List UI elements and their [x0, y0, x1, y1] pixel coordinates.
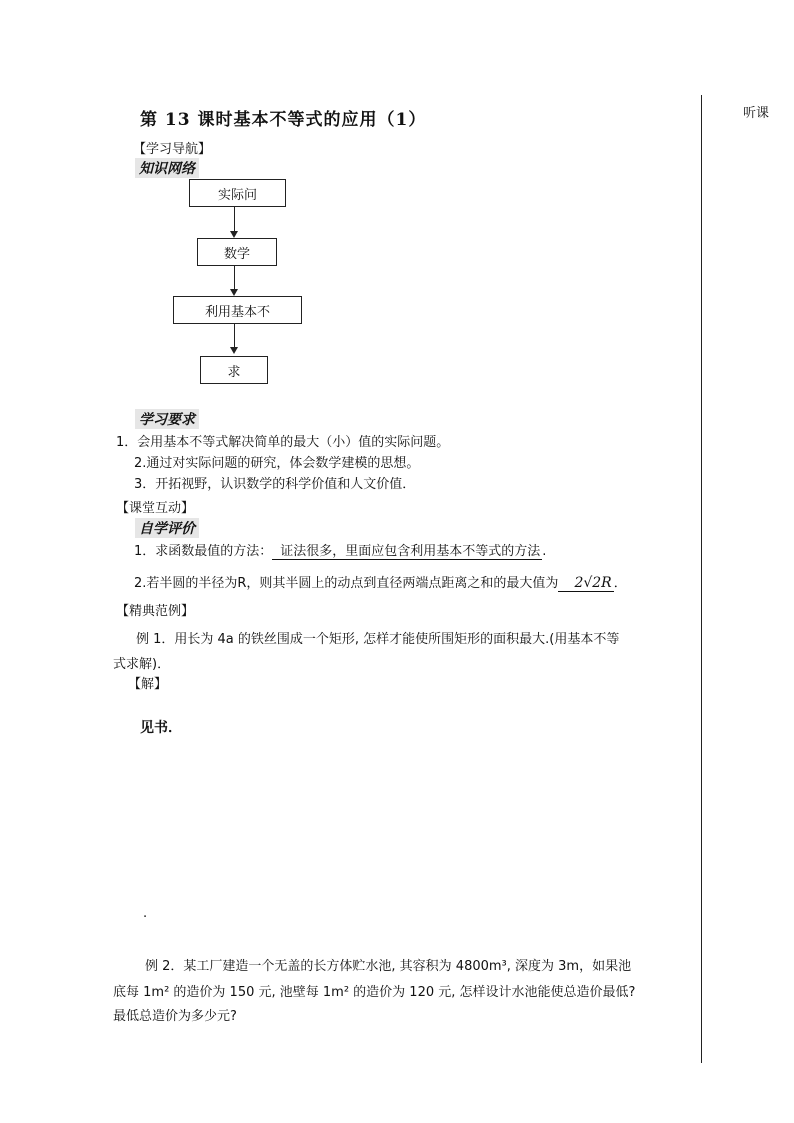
- side-label: 听课: [743, 106, 770, 121]
- question-2-prompt: 2.若半圆的半径为R，则其半圆上的动点到直径两端点距离之和的最大值为: [134, 576, 559, 591]
- question-1: [134, 540, 546, 560]
- question-2-answer: 2√2R: [558, 575, 613, 592]
- question-2-suffix: ．: [613, 576, 627, 591]
- requirements-heading: 学习要求: [135, 409, 199, 429]
- arrow-down-icon: [230, 289, 238, 296]
- arrow-down-icon: [230, 347, 238, 354]
- arrow-down-icon: [230, 231, 238, 238]
- question-1-answer: 证法很多，里面应包含利用基本不等式的方法: [272, 540, 542, 560]
- flow-box-practical-problem: [189, 179, 286, 207]
- example-2-line: 例 2．某工厂建造一个无盖的长方体贮水池, 其容积为 4800m³, 深度为 3m，如果池: [145, 959, 632, 974]
- question-1-suffix: .: [542, 544, 547, 559]
- flow-box-solve: [200, 356, 268, 384]
- requirement-item: 3．开拓视野，认识数学的科学价值和人文价值．: [134, 477, 416, 492]
- requirement-item: 1．会用基本不等式解决简单的最大（小）值的实际问题。: [116, 435, 450, 450]
- flow-box-use-inequality: [173, 296, 302, 324]
- flow-connector: [234, 266, 235, 291]
- flow-box-label: 数学: [223, 246, 250, 262]
- page-title: 第 13 课时基本不等式的应用（1）: [140, 110, 427, 130]
- question-1-prompt: 1．求函数最值的方法：: [134, 544, 273, 559]
- examples-heading: 【精典范例】: [116, 604, 195, 619]
- self-evaluation-heading: 自学评价: [135, 518, 199, 538]
- example-1-line: 例 1．用长为 4a 的铁丝围成一个矩形, 怎样才能使所围矩形的面积最大.(用基本不等: [136, 632, 620, 647]
- solution-label: 【解】: [128, 677, 168, 692]
- example-2-line: 底每 1m² 的造价为 150 元, 池壁每 1m² 的造价为 120 元, 怎样设计水池能使总造价最低?: [113, 985, 636, 1000]
- flow-box-math-model: [197, 238, 277, 266]
- requirement-item: 2.通过对实际问题的研究，体会数学建模的思想。: [134, 456, 420, 471]
- dot-mark: ·: [143, 910, 148, 925]
- margin-divider: [701, 95, 702, 1063]
- question-2: [134, 572, 627, 592]
- example-2-line: 最低总造价为多少元?: [113, 1009, 237, 1024]
- flow-connector: [234, 324, 235, 349]
- solution-text: 见书．: [140, 720, 182, 736]
- interaction-heading: 【课堂互动】: [116, 501, 195, 516]
- flow-box-label: 求: [227, 364, 241, 380]
- flow-box-label: 实际问: [217, 187, 257, 203]
- knowledge-network-heading: 知识网络: [135, 158, 199, 178]
- flow-connector: [234, 207, 235, 233]
- flow-box-label: 利用基本不: [204, 304, 270, 320]
- guide-heading: 【学习导航】: [133, 142, 212, 157]
- example-1-line: 式求解)．: [113, 657, 171, 672]
